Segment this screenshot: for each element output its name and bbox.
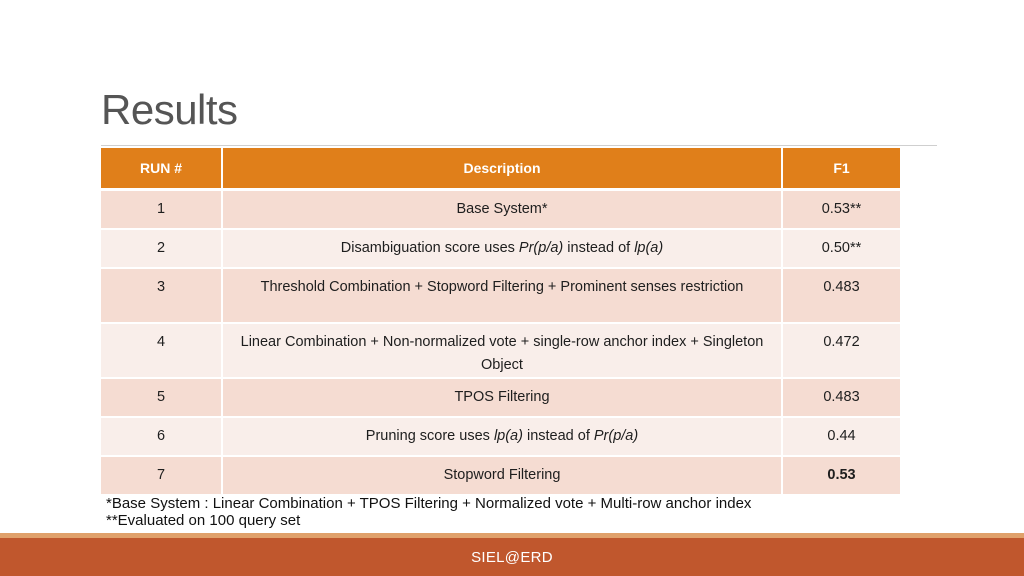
table-row (101, 190, 900, 229)
slide-title: Results (101, 86, 238, 133)
run-cell: 3 (101, 268, 222, 323)
table-header-row (101, 148, 900, 190)
run-cell: 1 (101, 190, 222, 229)
table-row (101, 417, 900, 456)
description-cell: Base System* (222, 190, 782, 229)
f1-cell: 0.44 (782, 417, 900, 456)
header-f1: F1 (782, 148, 900, 190)
table-row (101, 378, 900, 417)
run-cell: 4 (101, 323, 222, 378)
run-cell: 7 (101, 456, 222, 495)
f1-cell: 0.53** (782, 190, 900, 229)
run-cell: 5 (101, 378, 222, 417)
description-cell: Pruning score uses lp(a) instead of Pr(p/a) (222, 417, 782, 456)
footnotes (106, 495, 751, 529)
header-run: RUN # (101, 148, 222, 190)
description-cell: Linear Combination + Non-normalized vote + single-row anchor index + Singleton Object (222, 323, 782, 378)
results-table (101, 148, 900, 496)
run-cell: 6 (101, 417, 222, 456)
f1-cell: 0.483 (782, 378, 900, 417)
header-description: Description (222, 148, 782, 190)
footnote-evaluation: **Evaluated on 100 query set (106, 512, 301, 529)
description-cell: Stopword Filtering (222, 456, 782, 495)
f1-cell: 0.53 (782, 456, 900, 495)
run-cell: 2 (101, 229, 222, 268)
table-row (101, 323, 900, 378)
footnote-base-system: *Base System : Linear Combination + TPOS Filtering + Normalized vote + Multi-row anchor index (106, 495, 752, 512)
description-cell: TPOS Filtering (222, 378, 782, 417)
f1-cell: 0.50** (782, 229, 900, 268)
table-row (101, 229, 900, 268)
f1-cell: 0.483 (782, 268, 900, 323)
table-row (101, 456, 900, 495)
footer-bar (0, 538, 1024, 576)
description-cell: Disambiguation score uses Pr(p/a) instead of lp(a) (222, 229, 782, 268)
footer-text: SIEL@ERD (471, 548, 553, 566)
description-cell: Threshold Combination + Stopword Filtering + Prominent senses restriction (222, 268, 782, 323)
title-divider (101, 145, 937, 146)
table-row (101, 268, 900, 323)
f1-cell: 0.472 (782, 323, 900, 378)
